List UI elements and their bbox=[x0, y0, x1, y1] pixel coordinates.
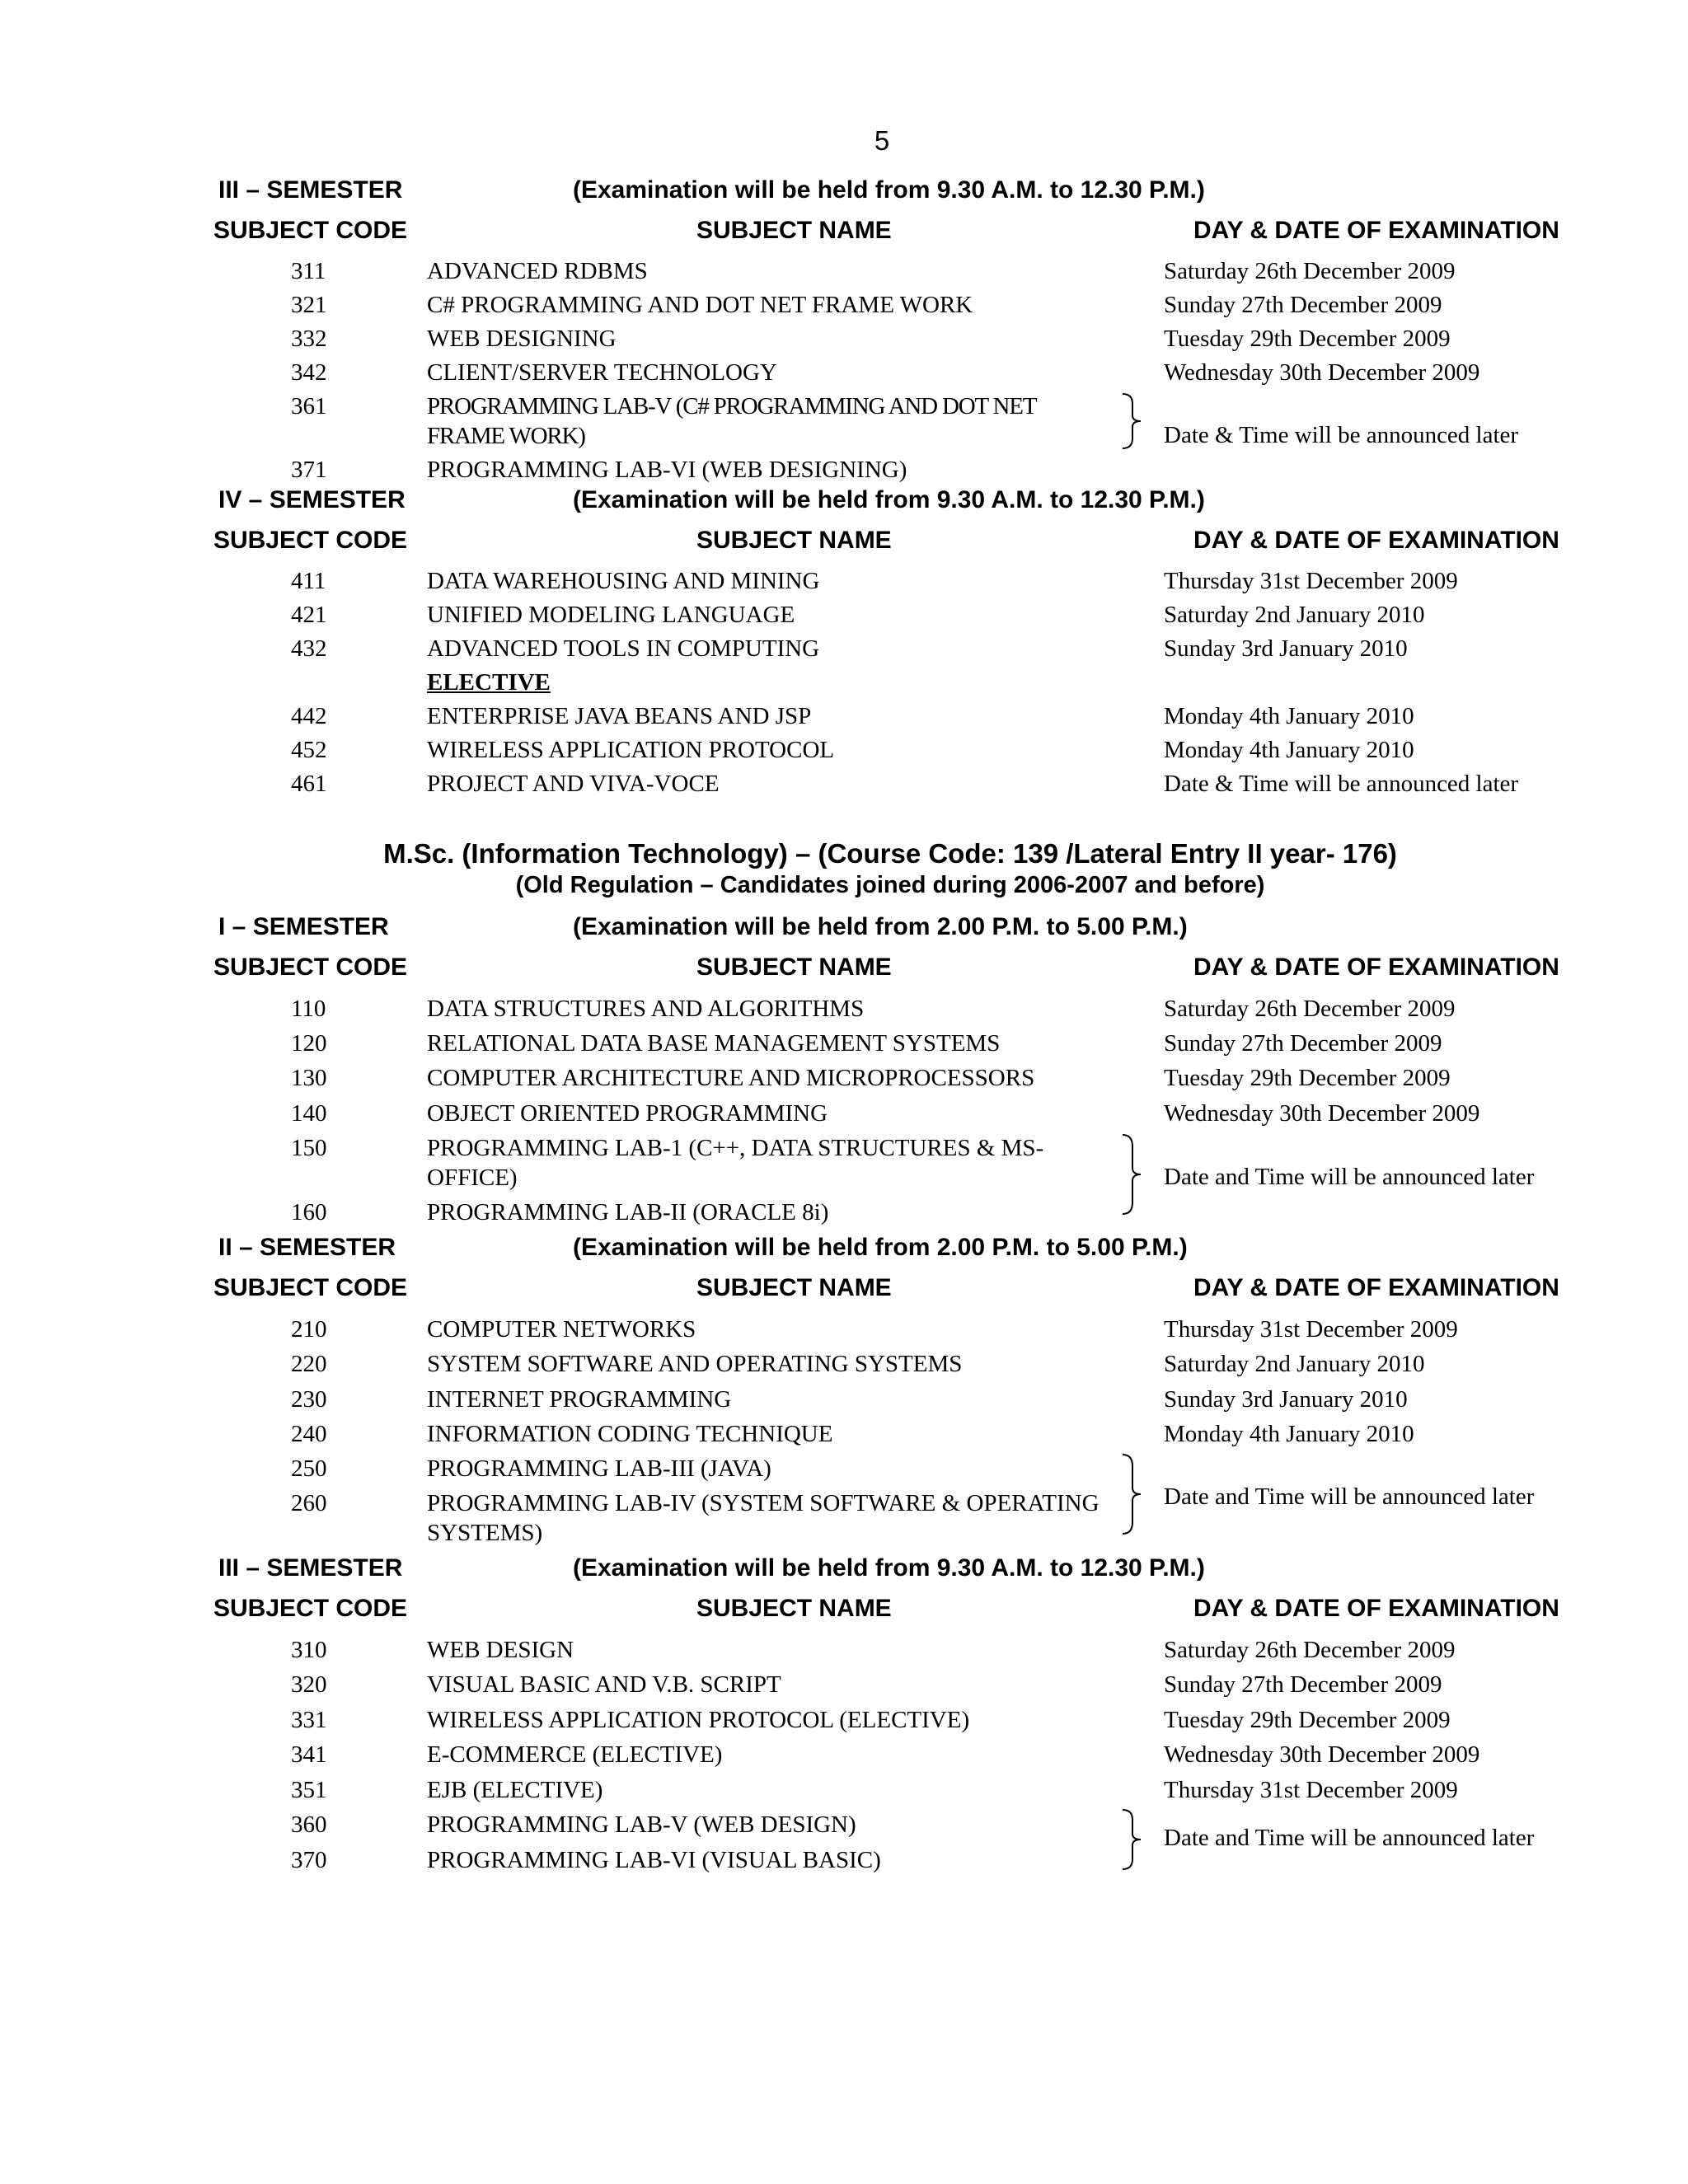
subject-code: 140 bbox=[291, 1100, 327, 1127]
exam-date: Date & Time will be announced later bbox=[1164, 771, 1519, 797]
subject-name: ENTERPRISE JAVA BEANS AND JSP bbox=[427, 703, 812, 729]
header-exam-date: DAY & DATE OF EXAMINATION bbox=[1193, 954, 1559, 981]
announced-later-note: Date and Time will be announced later bbox=[1164, 1164, 1535, 1190]
subject-name: COMPUTER NETWORKS bbox=[427, 1316, 696, 1343]
exam-date: Thursday 31st December 2009 bbox=[1164, 568, 1458, 594]
exam-date: Sunday 27th December 2009 bbox=[1164, 1030, 1442, 1057]
elective-label: ELECTIVE bbox=[427, 669, 551, 696]
exam-date: Wednesday 30th December 2009 bbox=[1164, 1741, 1480, 1768]
subject-code: 321 bbox=[291, 292, 327, 318]
subject-name: PROGRAMMING LAB-1 (C++, DATA STRUCTURES & MS- bbox=[427, 1135, 1044, 1161]
header-subject-code: SUBJECT CODE bbox=[213, 954, 408, 981]
header-exam-date: DAY & DATE OF EXAMINATION bbox=[1193, 1595, 1559, 1622]
exam-time: (Examination will be held from 9.30 A.M. to 12.30 P.M.) bbox=[573, 176, 1205, 204]
announced-later-note: Date and Time will be announced later bbox=[1164, 1825, 1535, 1851]
subject-code: 351 bbox=[291, 1777, 327, 1803]
exam-date: Thursday 31st December 2009 bbox=[1164, 1316, 1458, 1343]
exam-date: Saturday 26th December 2009 bbox=[1164, 996, 1456, 1022]
subject-code: 150 bbox=[291, 1135, 327, 1161]
right-brace-icon bbox=[1119, 392, 1144, 450]
exam-time: (Examination will be held from 9.30 A.M. to 12.30 P.M.) bbox=[573, 1554, 1205, 1582]
subject-code: 361 bbox=[291, 393, 327, 419]
subject-code: 411 bbox=[291, 568, 326, 594]
column-headers bbox=[210, 217, 1578, 250]
course-title: M.Sc. (Information Technology) – (Course Code: 139 /Lateral Entry II year- 176) bbox=[383, 838, 1397, 869]
header-exam-date: DAY & DATE OF EXAMINATION bbox=[1193, 217, 1559, 244]
subject-name: E-COMMERCE (ELECTIVE) bbox=[427, 1741, 723, 1768]
semester-title: I – SEMESTER bbox=[218, 913, 389, 940]
exam-time: (Examination will be held from 9.30 A.M. to 12.30 P.M.) bbox=[573, 486, 1205, 513]
exam-date: Tuesday 29th December 2009 bbox=[1164, 326, 1451, 352]
subject-code: 120 bbox=[291, 1030, 327, 1057]
subject-name: VISUAL BASIC AND V.B. SCRIPT bbox=[427, 1671, 781, 1698]
semester-title: III – SEMESTER bbox=[218, 176, 403, 204]
subject-code: 452 bbox=[291, 737, 327, 763]
subject-name-continued: OFFICE) bbox=[427, 1165, 518, 1191]
announced-later-note: Date and Time will be announced later bbox=[1164, 1483, 1535, 1510]
subject-code: 371 bbox=[291, 457, 327, 483]
semester-title: IV – SEMESTER bbox=[218, 486, 406, 513]
subject-name: WIRELESS APPLICATION PROTOCOL bbox=[427, 737, 835, 763]
subject-code: 160 bbox=[291, 1199, 327, 1226]
subject-name-continued: FRAME WORK) bbox=[427, 423, 585, 449]
subject-code: 210 bbox=[291, 1316, 327, 1343]
subject-code: 230 bbox=[291, 1386, 327, 1413]
header-subject-name: SUBJECT NAME bbox=[696, 954, 892, 981]
exam-date: Monday 4th January 2010 bbox=[1164, 737, 1414, 763]
column-headers bbox=[210, 954, 1578, 987]
subject-name: SYSTEM SOFTWARE AND OPERATING SYSTEMS bbox=[427, 1351, 963, 1377]
subject-name: ADVANCED RDBMS bbox=[427, 258, 648, 284]
subject-name: PROGRAMMING LAB-II (ORACLE 8i) bbox=[427, 1199, 829, 1226]
column-headers bbox=[210, 1595, 1578, 1628]
header-subject-name: SUBJECT NAME bbox=[696, 1274, 892, 1301]
exam-date: Monday 4th January 2010 bbox=[1164, 1421, 1414, 1447]
page-number: 5 bbox=[874, 125, 890, 156]
subject-name: EJB (ELECTIVE) bbox=[427, 1777, 603, 1803]
subject-name: PROGRAMMING LAB-V (WEB DESIGN) bbox=[427, 1811, 856, 1838]
semester-heading bbox=[210, 1554, 1578, 1587]
exam-date: Sunday 3rd January 2010 bbox=[1164, 635, 1408, 662]
subject-code: 332 bbox=[291, 326, 327, 352]
right-brace-icon bbox=[1119, 1133, 1144, 1216]
subject-code: 311 bbox=[291, 258, 326, 284]
subject-code: 432 bbox=[291, 635, 327, 662]
subject-name: PROJECT AND VIVA-VOCE bbox=[427, 771, 720, 797]
semester-heading bbox=[210, 176, 1578, 209]
subject-name: WEB DESIGNING bbox=[427, 326, 617, 352]
header-exam-date: DAY & DATE OF EXAMINATION bbox=[1193, 1274, 1559, 1301]
subject-code: 461 bbox=[291, 771, 327, 797]
exam-date: Thursday 31st December 2009 bbox=[1164, 1777, 1458, 1803]
subject-name: PROGRAMMING LAB-VI (WEB DESIGNING) bbox=[427, 457, 907, 483]
subject-name: OBJECT ORIENTED PROGRAMMING bbox=[427, 1100, 828, 1127]
subject-name: COMPUTER ARCHITECTURE AND MICROPROCESSORS bbox=[427, 1065, 1035, 1091]
exam-time: (Examination will be held from 2.00 P.M. to 5.00 P.M.) bbox=[573, 1234, 1188, 1261]
header-subject-name: SUBJECT NAME bbox=[696, 217, 892, 244]
subject-code: 360 bbox=[291, 1811, 327, 1838]
subject-code: 240 bbox=[291, 1421, 327, 1447]
header-subject-name: SUBJECT NAME bbox=[696, 527, 892, 554]
subject-code: 110 bbox=[291, 996, 326, 1022]
subject-name: DATA STRUCTURES AND ALGORITHMS bbox=[427, 996, 865, 1022]
semester-title: III – SEMESTER bbox=[218, 1554, 403, 1582]
subject-name-continued: SYSTEMS) bbox=[427, 1520, 543, 1546]
exam-date: Wednesday 30th December 2009 bbox=[1164, 359, 1480, 386]
subject-code: 130 bbox=[291, 1065, 327, 1091]
subject-code: 370 bbox=[291, 1847, 327, 1873]
subject-name: C# PROGRAMMING AND DOT NET FRAME WORK bbox=[427, 292, 973, 318]
subject-name: PROGRAMMING LAB-III (JAVA) bbox=[427, 1455, 771, 1482]
subject-code: 320 bbox=[291, 1671, 327, 1698]
subject-name: ADVANCED TOOLS IN COMPUTING bbox=[427, 635, 820, 662]
subject-code: 220 bbox=[291, 1351, 327, 1377]
subject-code: 250 bbox=[291, 1455, 327, 1482]
subject-name: WIRELESS APPLICATION PROTOCOL (ELECTIVE) bbox=[427, 1707, 970, 1733]
subject-name: DATA WAREHOUSING AND MINING bbox=[427, 568, 820, 594]
course-subtitle: (Old Regulation – Candidates joined during 2006-2007 and before) bbox=[515, 872, 1265, 898]
subject-code: 331 bbox=[291, 1707, 327, 1733]
subject-name: WEB DESIGN bbox=[427, 1637, 574, 1663]
subject-name: RELATIONAL DATA BASE MANAGEMENT SYSTEMS bbox=[427, 1030, 1001, 1057]
exam-date: Saturday 2nd January 2010 bbox=[1164, 602, 1425, 628]
exam-date: Tuesday 29th December 2009 bbox=[1164, 1707, 1451, 1733]
semester-heading bbox=[210, 486, 1578, 519]
subject-name: PROGRAMMING LAB-VI (VISUAL BASIC) bbox=[427, 1847, 881, 1873]
header-subject-code: SUBJECT CODE bbox=[213, 1274, 408, 1301]
announced-later-note: Date & Time will be announced later bbox=[1164, 422, 1519, 448]
exam-date: Tuesday 29th December 2009 bbox=[1164, 1065, 1451, 1091]
subject-name: UNIFIED MODELING LANGUAGE bbox=[427, 602, 795, 628]
exam-date: Monday 4th January 2010 bbox=[1164, 703, 1414, 729]
subject-name: PROGRAMMING LAB-IV (SYSTEM SOFTWARE & OPERATING bbox=[427, 1490, 1100, 1516]
header-exam-date: DAY & DATE OF EXAMINATION bbox=[1193, 527, 1559, 554]
subject-name: CLIENT/SERVER TECHNOLOGY bbox=[427, 359, 777, 386]
column-headers bbox=[210, 527, 1578, 560]
right-brace-icon bbox=[1119, 1808, 1144, 1871]
column-headers bbox=[210, 1274, 1578, 1307]
semester-title: II – SEMESTER bbox=[218, 1234, 396, 1261]
exam-time: (Examination will be held from 2.00 P.M. to 5.00 P.M.) bbox=[573, 913, 1188, 940]
subject-code: 442 bbox=[291, 703, 327, 729]
exam-date: Wednesday 30th December 2009 bbox=[1164, 1100, 1480, 1127]
semester-heading bbox=[210, 1234, 1578, 1267]
exam-date: Saturday 2nd January 2010 bbox=[1164, 1351, 1425, 1377]
exam-date: Saturday 26th December 2009 bbox=[1164, 258, 1456, 284]
subject-code: 341 bbox=[291, 1741, 327, 1768]
subject-name: PROGRAMMING LAB-V (C# PROGRAMMING AND DOT NET bbox=[427, 393, 1037, 419]
header-subject-code: SUBJECT CODE bbox=[213, 1595, 408, 1622]
subject-code: 260 bbox=[291, 1490, 327, 1516]
semester-heading bbox=[210, 913, 1578, 946]
exam-date: Sunday 3rd January 2010 bbox=[1164, 1386, 1408, 1413]
header-subject-name: SUBJECT NAME bbox=[696, 1595, 892, 1622]
subject-code: 421 bbox=[291, 602, 327, 628]
subject-code: 310 bbox=[291, 1637, 327, 1663]
exam-date: Saturday 26th December 2009 bbox=[1164, 1637, 1456, 1663]
header-subject-code: SUBJECT CODE bbox=[213, 527, 408, 554]
right-brace-icon bbox=[1119, 1453, 1144, 1535]
header-subject-code: SUBJECT CODE bbox=[213, 217, 408, 244]
subject-name: INFORMATION CODING TECHNIQUE bbox=[427, 1421, 833, 1447]
subject-name: INTERNET PROGRAMMING bbox=[427, 1386, 732, 1413]
subject-code: 342 bbox=[291, 359, 327, 386]
exam-date: Sunday 27th December 2009 bbox=[1164, 1671, 1442, 1698]
exam-date: Sunday 27th December 2009 bbox=[1164, 292, 1442, 318]
